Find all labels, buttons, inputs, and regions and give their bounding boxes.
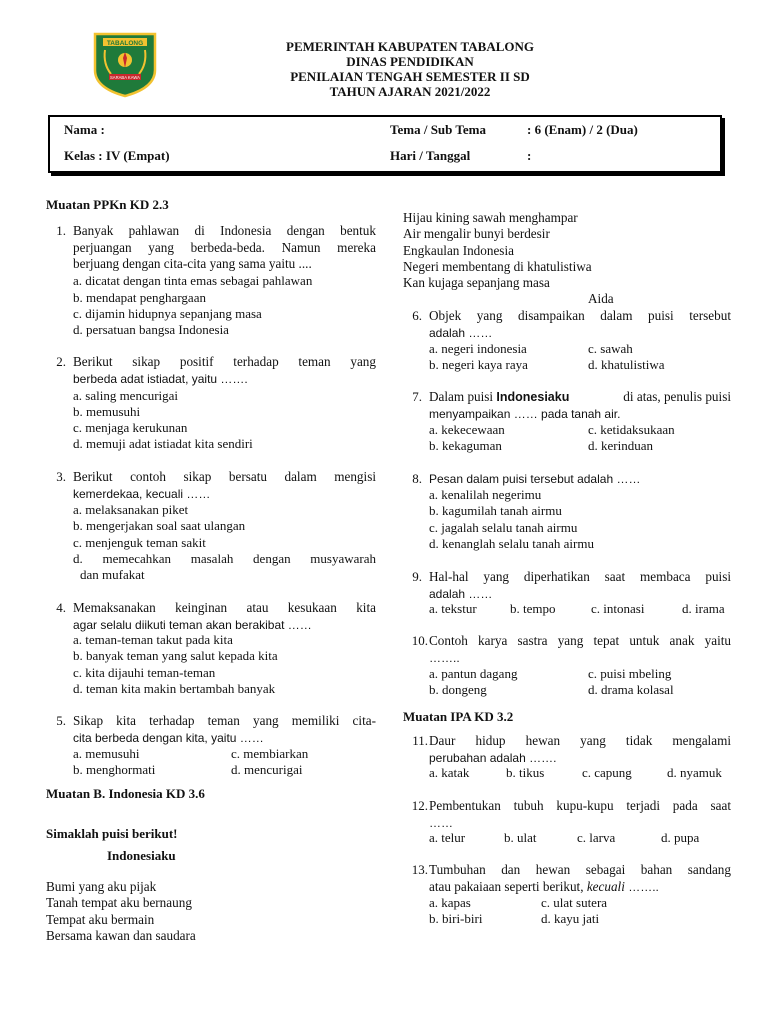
nama-label: Nama : [64, 122, 105, 137]
q1-option-c[interactable]: c. dijamin hidupnya sepanjang masa [73, 306, 262, 321]
q6-option-d[interactable]: d. khatulistiwa [588, 357, 665, 372]
poem-line-9: Kan kujaga sepanjang masa [403, 275, 550, 290]
logo-text-top: TABALONG [106, 40, 144, 47]
q5-text: Sikap kita terhadap teman yang memiliki cita- cita berbeda dengan kita, yaitu …… [73, 713, 376, 745]
q12-text: Pembentukan tubuh kupu-kupu terjadi pada saat …… [429, 798, 731, 830]
q9-option-c[interactable]: c. intonasi [591, 601, 645, 616]
q4-option-b[interactable]: b. banyak teman yang salut kepada kita [73, 648, 278, 663]
q3-number: 3. [56, 469, 66, 484]
q1-number: 1. [56, 223, 66, 238]
section-bindonesia: Muatan B. Indonesia KD 3.6 [46, 786, 205, 801]
q2-option-d[interactable]: d. memuji adat istiadat kita sendiri [73, 436, 253, 451]
q8-option-c[interactable]: c. jagalah selalu tanah airmu [429, 520, 578, 535]
poem-author: Aida [588, 291, 614, 306]
header-line-4: TAHUN AJARAN 2021/2022 [329, 84, 491, 99]
tabalong-logo [91, 30, 159, 98]
q11-option-d[interactable]: d. nyamuk [667, 765, 722, 780]
q1-option-a[interactable]: a. dicatat dengan tinta emas sebagai pahlawan [73, 273, 313, 288]
poem-line-5: Hijau kining sawah menghampar [403, 210, 578, 225]
q5-option-a[interactable]: a. memusuhi [73, 746, 140, 761]
poem-title: Indonesiaku [107, 848, 176, 863]
q9-text: Hal-hal yang diperhatikan saat membaca puisi adalah …… [429, 569, 731, 601]
q7-option-b[interactable]: b. kekaguman [429, 438, 502, 453]
poem-line-1: Bumi yang aku pijak [46, 879, 157, 894]
q2-option-c[interactable]: c. menjaga kerukunan [73, 420, 188, 435]
q3-option-b[interactable]: b. mengerjakan soal saat ulangan [73, 518, 246, 533]
q4-option-c[interactable]: c. kita dijauhi teman-teman [73, 665, 216, 680]
q9-option-b[interactable]: b. tempo [510, 601, 556, 616]
q4-option-d[interactable]: d. teman kita makin bertambah banyak [73, 681, 276, 696]
q7-text: Dalam puisi Indonesiaku di atas, penulis puisi menyampaikan …… pada tanah air. [429, 389, 731, 421]
q2-text: Berikut sikap positif terhadap teman yang berbeda adat istiadat, yaitu ……. [73, 354, 376, 386]
poem-line-8: Negeri membentang di khatulistiwa [403, 259, 592, 274]
q10-option-a[interactable]: a. pantun dagang [429, 666, 518, 681]
q6-option-c[interactable]: c. sawah [588, 341, 633, 356]
q5-option-b[interactable]: b. menghormati [73, 762, 156, 777]
q6-number: 6. [412, 308, 422, 323]
q1-text: Banyak pahlawan di Indonesia dengan bentuk perjuangan yang berbeda-beda. Namun mereka berjuang dengan cita-cita yang sama yaitu .... [73, 223, 376, 271]
header-line-3: PENILAIAN TENGAH SEMESTER II SD [290, 69, 530, 84]
q10-option-b[interactable]: b. dongeng [429, 682, 487, 697]
q8-option-a[interactable]: a. kenalilah negerimu [429, 487, 542, 502]
section-ppkn: Muatan PPKn KD 2.3 [46, 197, 169, 212]
q7-option-d[interactable]: d. kerinduan [588, 438, 653, 453]
q13-option-c[interactable]: c. ulat sutera [541, 895, 608, 910]
q12-number: 12. [411, 798, 428, 813]
header-line-2: DINAS PENDIDIKAN [346, 54, 474, 69]
q6-text: Objek yang disampaikan dalam puisi tersebut adalah …… [429, 308, 731, 340]
hari-value: : [527, 148, 532, 163]
q12-option-c[interactable]: c. larva [577, 830, 616, 845]
q2-option-a[interactable]: a. saling mencurigai [73, 388, 179, 403]
q1-option-d[interactable]: d. persatuan bangsa Indonesia [73, 322, 229, 337]
q4-text: Memaksanakan keinginan atau kesukaan kita agar selalu diikuti teman akan berakibat …… [73, 600, 376, 632]
q11-option-a[interactable]: a. katak [429, 765, 470, 780]
q8-number: 8. [412, 471, 422, 486]
q5-number: 5. [56, 713, 66, 728]
poem-line-2: Tanah tempat aku bernaung [46, 895, 192, 910]
q13-number: 13. [411, 862, 428, 877]
q3-option-c[interactable]: c. menjenguk teman sakit [73, 535, 206, 550]
q3-text: Berikut contoh sikap bersatu dalam mengisi kemerdekaa, kecuali …… [73, 469, 376, 501]
q12-option-a[interactable]: a. telur [429, 830, 466, 845]
q7-number: 7. [412, 389, 422, 404]
q13-option-b[interactable]: b. biri-biri [429, 911, 483, 926]
q5-option-c[interactable]: c. membiarkan [231, 746, 309, 761]
header-line-1: PEMERINTAH KABUPATEN TABALONG [286, 39, 534, 54]
q11-option-b[interactable]: b. tikus [506, 765, 545, 780]
q13-option-a[interactable]: a. kapas [429, 895, 471, 910]
q10-number: 10. [411, 633, 428, 648]
q4-number: 4. [56, 600, 66, 615]
q3-option-a[interactable]: a. melaksanakan piket [73, 502, 189, 517]
q6-option-b[interactable]: b. negeri kaya raya [429, 357, 528, 372]
q11-text: Daur hidup hewan yang tidak mengalami perubahan adalah ……. [429, 733, 731, 765]
tema-value: : 6 (Enam) / 2 (Dua) [527, 122, 638, 137]
q1-option-b[interactable]: b. mendapat penghargaan [73, 290, 206, 305]
q13-option-d[interactable]: d. kayu jati [541, 911, 600, 926]
q2-option-b[interactable]: b. memusuhi [73, 404, 141, 419]
q12-option-b[interactable]: b. ulat [504, 830, 537, 845]
q3-option-d[interactable]: d. memecahkan masalah dengan musyawarah [73, 551, 376, 566]
q2-number: 2. [56, 354, 66, 369]
q9-option-d[interactable]: d. irama [682, 601, 725, 616]
q8-option-b[interactable]: b. kagumilah tanah airmu [429, 503, 562, 518]
poem-line-6: Air mengalir bunyi berdesir [403, 226, 550, 241]
section-ipa: Muatan IPA KD 3.2 [403, 709, 514, 724]
q11-option-c[interactable]: c. capung [582, 765, 632, 780]
q9-option-a[interactable]: a. tekstur [429, 601, 477, 616]
q10-option-d[interactable]: d. drama kolasal [588, 682, 674, 697]
poem-intro: Simaklah puisi berikut! [46, 826, 178, 841]
poem-line-4: Bersama kawan dan saudara [46, 928, 196, 943]
q11-number: 11. [412, 733, 428, 748]
q12-option-d[interactable]: d. pupa [661, 830, 700, 845]
q8-option-d[interactable]: d. kenanglah selalu tanah airmu [429, 536, 594, 551]
logo-text-bottom: SARABA KAWA [110, 75, 140, 80]
q7-option-c[interactable]: c. ketidaksukaan [588, 422, 675, 437]
poem-line-7: Engkaulan Indonesia [403, 243, 514, 258]
q10-option-c[interactable]: c. puisi mbeling [588, 666, 672, 681]
hari-label: Hari / Tanggal [390, 148, 471, 163]
poem-line-3: Tempat aku bermain [46, 912, 155, 927]
q13-text: Tumbuhan dan hewan sebagai bahan sandang atau pakaiaan seperti berikut, kecuali …….. [429, 862, 731, 894]
q5-option-d[interactable]: d. mencurigai [231, 762, 303, 777]
q10-text: Contoh karya sastra yang tepat untuk anak yaitu …….. [429, 633, 731, 665]
tema-label: Tema / Sub Tema [390, 122, 486, 137]
q3-option-d-cont: dan mufakat [80, 567, 145, 582]
q7-option-a[interactable]: a. kekecewaan [429, 422, 505, 437]
kelas-label: Kelas : IV (Empat) [64, 148, 170, 163]
q9-number: 9. [412, 569, 422, 584]
q6-option-a[interactable]: a. negeri indonesia [429, 341, 527, 356]
q8-text: Pesan dalam puisi tersebut adalah …… [429, 472, 641, 486]
q4-option-a[interactable]: a. teman-teman takut pada kita [73, 632, 233, 647]
